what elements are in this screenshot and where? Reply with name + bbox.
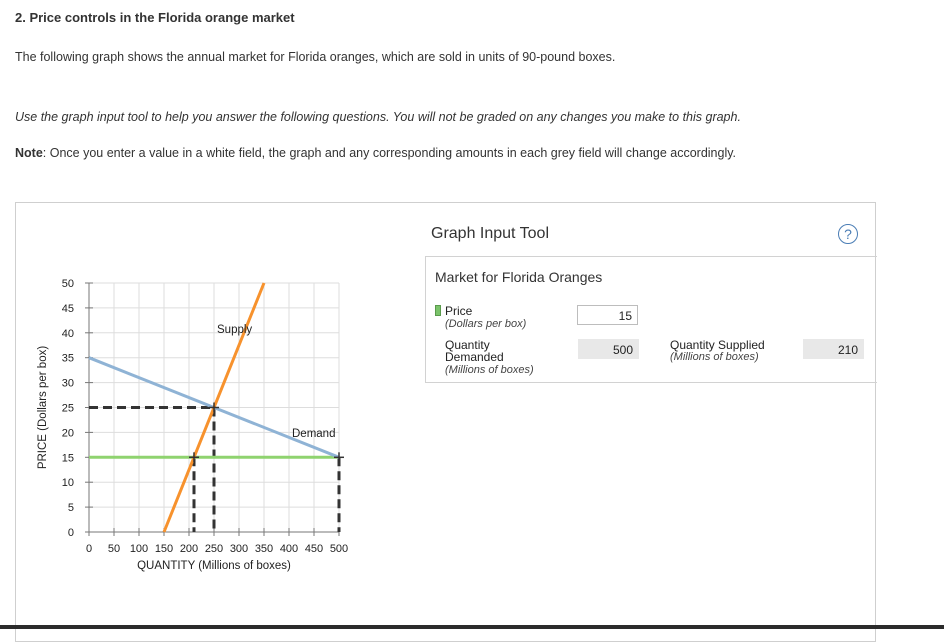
y-tick-label: 15 [61,452,74,465]
demand-curve-label: Demand [292,428,336,440]
help-icon[interactable]: ? [838,224,858,244]
y-tick-label: 40 [61,327,74,340]
quantity-demanded-marker [334,452,344,462]
x-tick-label: 50 [107,543,121,555]
x-tick-label: 300 [229,543,249,555]
y-tick-label: 35 [61,352,74,365]
x-tick-label: 250 [204,543,224,555]
y-tick-label: 20 [61,427,74,440]
price-label: Price [445,304,473,318]
y-tick-label: 45 [61,302,74,315]
y-tick-label: 30 [61,377,74,390]
instructions: Use the graph input tool to help you answer the following questions. You will not be graded on any changes you make to this graph. [15,110,741,124]
price-units: (Dollars per box) [445,318,527,330]
quantity-demanded-value: 500 [578,339,639,359]
quantity-demanded-label-line2: Demanded [445,350,504,364]
x-tick-label: 400 [279,543,299,555]
note [15,146,736,160]
graph-input-tool [415,203,877,383]
x-tick-label: 450 [304,543,324,555]
supply-curve-label: Supply [217,324,253,336]
y-tick-label: 50 [61,278,74,290]
y-axis-label: PRICE (Dollars per box) [37,345,49,470]
quantity-demanded-label-line1: Quantity [445,338,490,352]
question-title: 2. Price controls in the Florida orange market [15,10,295,25]
graph-input-tool-title: Graph Input Tool [431,225,550,242]
quantity-supplied-marker [189,452,199,462]
quantity-demanded-units: (Millions of boxes) [445,364,534,376]
axes [62,278,348,555]
quantity-supplied-value: 210 [803,339,864,359]
question-intro: The following graph shows the annual market for Florida oranges, which are sold in units of 90-pound boxes. [15,50,616,64]
market-box [425,256,877,383]
graph-panel [15,202,876,642]
note-label: Note [15,146,43,160]
y-tick-label: 10 [61,477,74,490]
market-title: Market for Florida Oranges [435,269,603,285]
x-axis-label: QUANTITY (Millions of boxes) [137,560,291,572]
chart-labels [217,324,335,440]
quantity-supplied-label: Quantity Supplied [670,338,765,352]
x-tick-label: 100 [129,543,149,555]
y-tick-label: 25 [61,402,74,415]
y-tick-label: 5 [67,502,74,515]
y-tick-label: 0 [67,527,74,539]
x-tick-label: 200 [179,543,199,555]
note-text: : Once you enter a value in a white field, the graph and any corresponding amounts in each grey field will change accordingly. [42,146,737,160]
quantity-supplied-units: (Millions of boxes) [670,351,759,363]
supply-demand-chart[interactable] [16,203,416,623]
x-tick-label: 0 [85,543,93,555]
x-tick-label: 150 [154,543,174,555]
x-tick-label: 350 [254,543,274,555]
x-tick-label: 500 [329,543,349,555]
bottom-rule [0,625,944,629]
price-legend-marker [435,305,441,316]
price-input[interactable]: 15 [577,305,638,325]
equilibrium-marker [209,403,219,413]
